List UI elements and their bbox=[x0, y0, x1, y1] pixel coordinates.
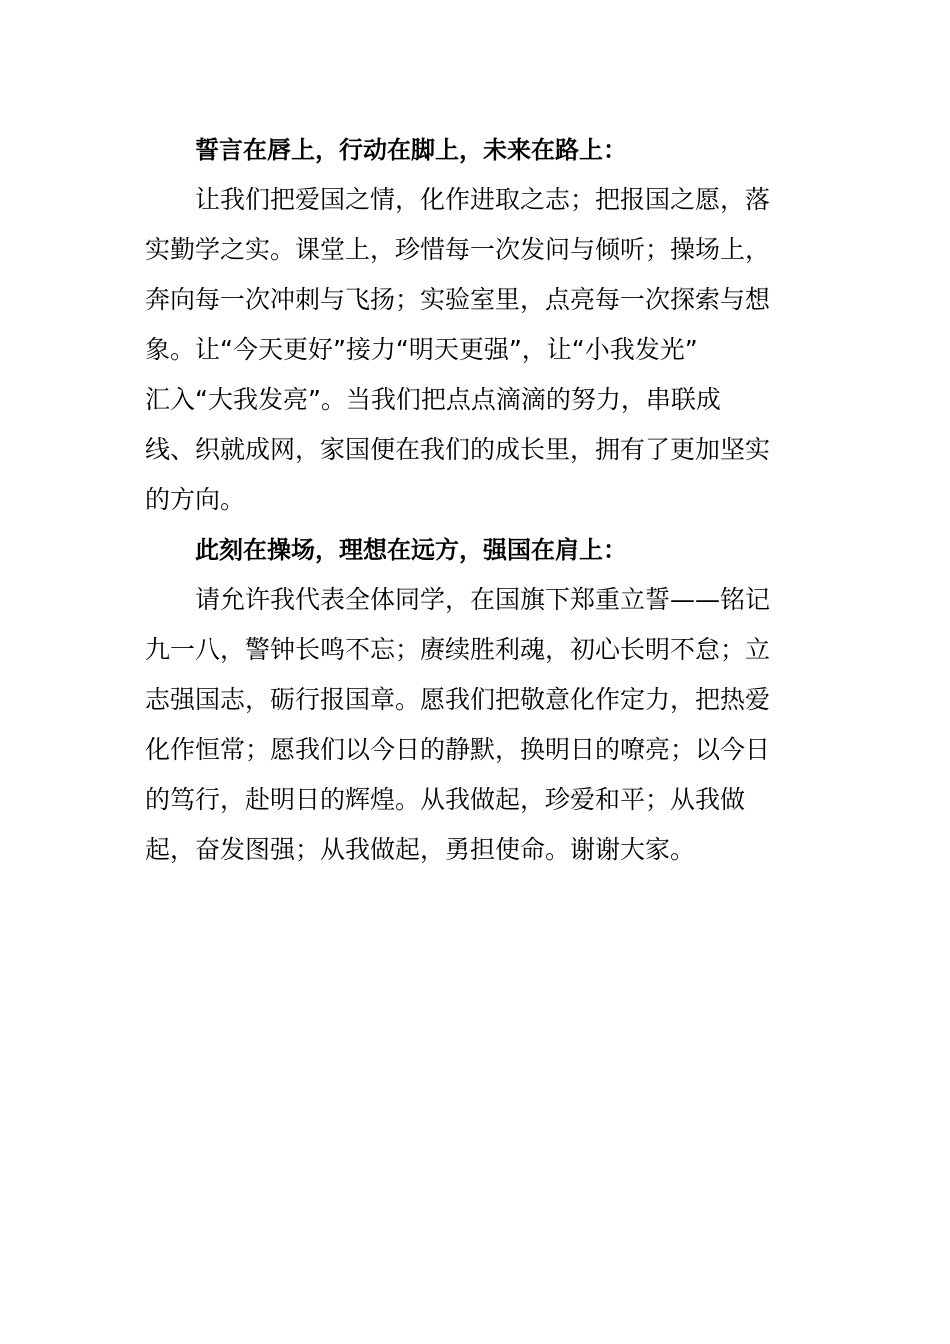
paragraph-line: 九一八，警钟长鸣不忘；赓续胜利魂，初心长明不怠；立 bbox=[145, 635, 771, 664]
section-heading: 誓言在唇上，行动在脚上，未来在路上： bbox=[195, 136, 627, 164]
section-2 bbox=[145, 525, 790, 875]
paragraph-line: 起，奋发图强；从我做起，勇担使命。谢谢大家。 bbox=[145, 835, 696, 864]
paragraph-line: 请允许我代表全体同学，在国旗下郑重立誓——铭记 bbox=[195, 585, 771, 614]
paragraph-line: 志强国志，砺行报国章。愿我们把敬意化作定力，把热爱 bbox=[145, 685, 771, 714]
paragraph-line: 的方向。 bbox=[145, 485, 246, 514]
paragraph-line: 让我们把爱国之情，化作进取之志；把报国之愿，落 bbox=[195, 185, 771, 214]
section-1 bbox=[145, 125, 790, 525]
paragraph-line: 实勤学之实。课堂上，珍惜每一次发问与倾听；操场上， bbox=[145, 235, 771, 264]
paragraph-line: 汇入“大我发亮”。当我们把点点滴滴的努力，串联成 bbox=[145, 385, 721, 414]
paragraph-line: 化作恒常；愿我们以今日的静默，换明日的嘹亮；以今日 bbox=[145, 735, 771, 764]
document-content bbox=[145, 125, 790, 875]
paragraph-line: 线、织就成网，家国便在我们的成长里，拥有了更加坚实 bbox=[145, 435, 771, 464]
paragraph-line: 象。让“今天更好”接力“明天更强”，让“小我发光” bbox=[145, 335, 698, 364]
section-heading: 此刻在操场，理想在远方，强国在肩上： bbox=[195, 536, 627, 564]
paragraph-line: 奔向每一次冲刺与飞扬；实验室里，点亮每一次探索与想 bbox=[145, 285, 771, 314]
paragraph-line: 的笃行，赴明日的辉煌。从我做起，珍爱和平；从我做 bbox=[145, 785, 746, 814]
